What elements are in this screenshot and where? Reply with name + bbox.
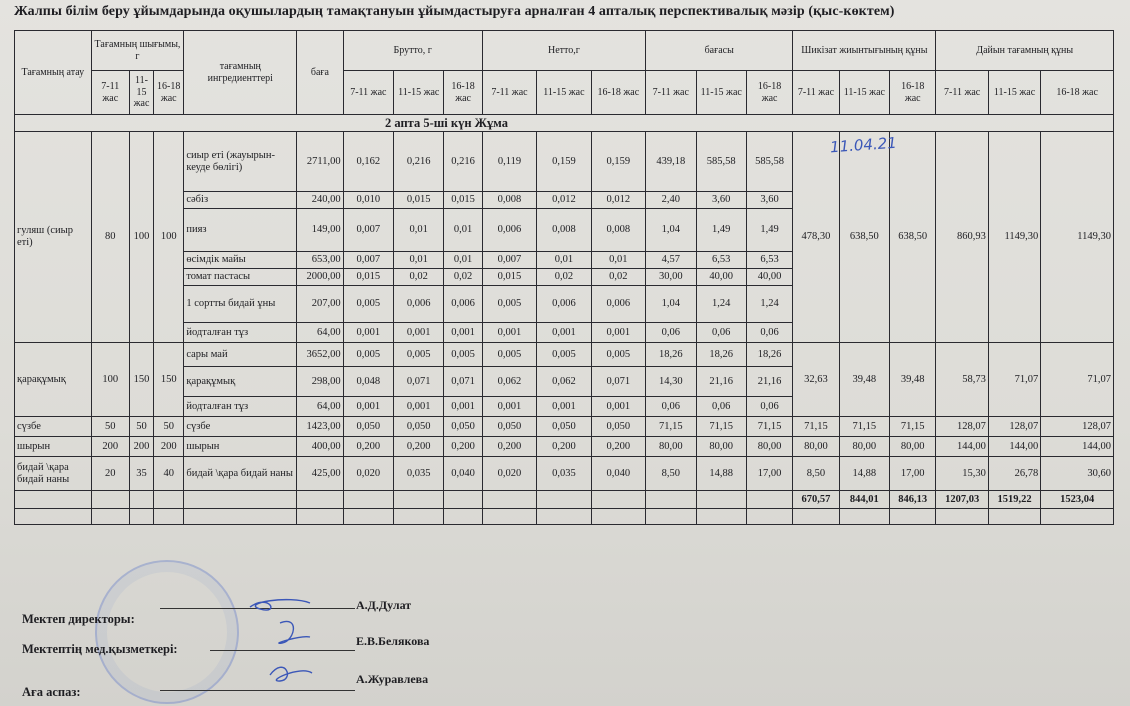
ready-grand-total-cell: 1523,04 [1041, 491, 1114, 509]
raw-total-cell: 478,30 [793, 132, 839, 343]
ready-total-cell: 71,07 [988, 343, 1040, 417]
table-row [15, 417, 1114, 437]
netto-cell: 0,012 [591, 192, 645, 209]
ready-total-cell: 128,07 [1041, 417, 1114, 437]
age-col: 7-11 жас [343, 71, 393, 115]
netto-cell: 0,006 [482, 209, 536, 252]
cost-cell: 71,15 [646, 417, 696, 437]
ready-total-cell: 1149,30 [988, 132, 1040, 343]
empty-cell [482, 509, 536, 525]
ready-total-cell: 71,07 [1041, 343, 1114, 417]
ingredient-cell: бидай \қара бидай наны [184, 457, 297, 491]
cost-cell: 0,06 [646, 397, 696, 417]
ready-total-cell: 144,00 [988, 437, 1040, 457]
brutto-cell: 0,216 [444, 132, 482, 192]
raw-total-cell: 39,48 [839, 343, 889, 417]
header-brutto: Брутто, г [343, 31, 482, 71]
dish-name-cell: бидай \қара бидай наны [15, 457, 92, 491]
age-col: 11-15 жас [129, 71, 153, 115]
netto-cell: 0,008 [537, 209, 591, 252]
cost-cell: 4,57 [646, 252, 696, 269]
raw-total-cell: 80,00 [793, 437, 839, 457]
ingredient-cell: йодталған тұз [184, 323, 297, 343]
cost-cell: 14,30 [646, 367, 696, 397]
cost-cell: 1,49 [696, 209, 746, 252]
price-cell: 64,00 [297, 323, 343, 343]
ingredient-cell: сәбіз [184, 192, 297, 209]
header-dish-name: Тағамның атау [15, 31, 92, 115]
empty-cell [482, 491, 536, 509]
age-col: 7-11 жас [482, 71, 536, 115]
cost-cell: 18,26 [696, 343, 746, 367]
netto-cell: 0,200 [537, 437, 591, 457]
empty-cell [129, 509, 153, 525]
empty-cell [537, 509, 591, 525]
empty-cell [839, 509, 889, 525]
day-row [15, 115, 1114, 132]
brutto-cell: 0,005 [343, 343, 393, 367]
portion-cell: 200 [129, 437, 153, 457]
empty-cell [444, 491, 482, 509]
netto-cell: 0,006 [591, 286, 645, 323]
netto-cell: 0,01 [537, 252, 591, 269]
age-col: 16-18 жас [1041, 71, 1114, 115]
table-body [15, 115, 1114, 525]
netto-cell: 0,02 [537, 269, 591, 286]
brutto-cell: 0,015 [343, 269, 393, 286]
header-portion: Тағамның шығымы, г [91, 31, 184, 71]
brutto-cell: 0,006 [444, 286, 482, 323]
ready-total-cell: 15,30 [936, 457, 988, 491]
cost-cell: 585,58 [746, 132, 792, 192]
empty-cell [591, 509, 645, 525]
netto-cell: 0,012 [537, 192, 591, 209]
brutto-cell: 0,050 [343, 417, 393, 437]
age-col: 7-11 жас [91, 71, 129, 115]
table-row [15, 132, 1114, 192]
raw-total-cell: 8,50 [793, 457, 839, 491]
header-raw-cost: Шикізат жиынтығының құны [793, 31, 936, 71]
brutto-cell: 0,216 [394, 132, 444, 192]
netto-cell: 0,005 [537, 343, 591, 367]
table-row [15, 343, 1114, 367]
raw-total-cell: 80,00 [890, 437, 936, 457]
netto-cell: 0,062 [482, 367, 536, 397]
portion-cell: 100 [129, 132, 153, 343]
empty-cell [444, 509, 482, 525]
brutto-cell: 0,005 [444, 343, 482, 367]
table-row [15, 437, 1114, 457]
brutto-cell: 0,001 [394, 323, 444, 343]
empty-cell [646, 491, 696, 509]
portion-cell: 50 [91, 417, 129, 437]
brutto-cell: 0,050 [444, 417, 482, 437]
empty-cell [1041, 509, 1114, 525]
portion-cell: 100 [154, 132, 184, 343]
netto-cell: 0,050 [591, 417, 645, 437]
age-col: 11-15 жас [537, 71, 591, 115]
netto-cell: 0,001 [591, 323, 645, 343]
portion-cell: 40 [154, 457, 184, 491]
brutto-cell: 0,162 [343, 132, 393, 192]
empty-cell [746, 491, 792, 509]
empty-cell [793, 509, 839, 525]
raw-total-cell: 39,48 [890, 343, 936, 417]
empty-cell [15, 491, 92, 509]
age-col: 7-11 жас [793, 71, 839, 115]
empty-cell [154, 491, 184, 509]
portion-cell: 200 [154, 437, 184, 457]
brutto-cell: 0,007 [343, 252, 393, 269]
header-netto: Нетто,г [482, 31, 645, 71]
brutto-cell: 0,007 [343, 209, 393, 252]
ready-total-cell: 860,93 [936, 132, 988, 343]
empty-cell [15, 509, 92, 525]
price-cell: 2000,00 [297, 269, 343, 286]
empty-cell [591, 491, 645, 509]
brutto-cell: 0,001 [444, 397, 482, 417]
price-cell: 64,00 [297, 397, 343, 417]
netto-cell: 0,159 [591, 132, 645, 192]
cost-cell: 0,06 [746, 323, 792, 343]
raw-total-cell: 638,50 [890, 132, 936, 343]
netto-cell: 0,040 [591, 457, 645, 491]
signature-name-director: А.Д.Дулат [356, 598, 412, 612]
raw-total-cell: 14,88 [839, 457, 889, 491]
netto-cell: 0,071 [591, 367, 645, 397]
brutto-cell: 0,005 [343, 286, 393, 323]
header-ingredients: тағамның ингредиенттері [184, 31, 297, 115]
netto-cell: 0,008 [482, 192, 536, 209]
document-title: Жалпы білім беру ұйымдарында оқушылардың тамақтануын ұйымдастыруға арналған 4 апталық перспективалық мәзір (қыс-көктем) [14, 4, 895, 19]
empty-cell [343, 509, 393, 525]
table-header [15, 31, 1114, 115]
raw-grand-total-cell: 670,57 [793, 491, 839, 509]
empty-cell [394, 509, 444, 525]
cost-cell: 439,18 [646, 132, 696, 192]
raw-total-cell: 638,50 [839, 132, 889, 343]
netto-cell: 0,008 [591, 209, 645, 252]
raw-total-cell: 71,15 [890, 417, 936, 437]
netto-cell: 0,005 [482, 343, 536, 367]
cost-cell: 71,15 [746, 417, 792, 437]
cost-cell: 14,88 [696, 457, 746, 491]
cost-cell: 80,00 [646, 437, 696, 457]
ready-grand-total-cell: 1519,22 [988, 491, 1040, 509]
brutto-cell: 0,02 [444, 269, 482, 286]
totals-row [15, 491, 1114, 509]
brutto-cell: 0,001 [343, 323, 393, 343]
netto-cell: 0,01 [591, 252, 645, 269]
empty-cell [343, 491, 393, 509]
empty-cell [184, 509, 297, 525]
ready-total-cell: 26,78 [988, 457, 1040, 491]
cost-cell: 80,00 [696, 437, 746, 457]
signature-role-director: Мектеп директоры: [22, 612, 135, 626]
brutto-cell: 0,001 [394, 397, 444, 417]
netto-cell: 0,006 [537, 286, 591, 323]
brutto-cell: 0,001 [444, 323, 482, 343]
price-cell: 1423,00 [297, 417, 343, 437]
cost-cell: 21,16 [746, 367, 792, 397]
price-cell: 298,00 [297, 367, 343, 397]
empty-cell [91, 491, 129, 509]
portion-cell: 20 [91, 457, 129, 491]
netto-cell: 0,001 [482, 323, 536, 343]
netto-cell: 0,005 [482, 286, 536, 323]
ingredient-cell: қарақұмық [184, 367, 297, 397]
raw-total-cell: 80,00 [839, 437, 889, 457]
empty-cell [297, 509, 343, 525]
raw-grand-total-cell: 846,13 [890, 491, 936, 509]
ingredient-cell: 1 сортты бидай ұны [184, 286, 297, 323]
dish-name-cell: қарақұмық [15, 343, 92, 417]
brutto-cell: 0,200 [394, 437, 444, 457]
cost-cell: 18,26 [646, 343, 696, 367]
portion-cell: 80 [91, 132, 129, 343]
cost-cell: 18,26 [746, 343, 792, 367]
netto-cell: 0,001 [537, 397, 591, 417]
empty-cell [936, 509, 988, 525]
handwritten-date: 11.04.21 [829, 133, 898, 157]
brutto-cell: 0,020 [343, 457, 393, 491]
brutto-cell: 0,005 [394, 343, 444, 367]
raw-total-cell: 71,15 [793, 417, 839, 437]
netto-cell: 0,200 [482, 437, 536, 457]
cost-cell: 17,00 [746, 457, 792, 491]
raw-total-cell: 17,00 [890, 457, 936, 491]
cost-cell: 71,15 [696, 417, 746, 437]
brutto-cell: 0,048 [343, 367, 393, 397]
cost-cell: 0,06 [646, 323, 696, 343]
cost-cell: 1,49 [746, 209, 792, 252]
netto-cell: 0,035 [537, 457, 591, 491]
cost-cell: 1,24 [746, 286, 792, 323]
netto-cell: 0,001 [537, 323, 591, 343]
ready-total-cell: 128,07 [936, 417, 988, 437]
raw-grand-total-cell: 844,01 [839, 491, 889, 509]
age-col: 11-15 жас [988, 71, 1040, 115]
cost-cell: 30,00 [646, 269, 696, 286]
cost-cell: 40,00 [696, 269, 746, 286]
brutto-cell: 0,01 [394, 252, 444, 269]
raw-total-cell: 32,63 [793, 343, 839, 417]
cost-cell: 0,06 [696, 397, 746, 417]
ingredient-cell: сары май [184, 343, 297, 367]
cost-cell: 80,00 [746, 437, 792, 457]
age-col: 11-15 жас [839, 71, 889, 115]
menu-table [14, 30, 1114, 525]
header-ready-cost: Дайын тағамның құны [936, 31, 1114, 71]
signature-role-chef: Аға аспаз: [22, 685, 81, 699]
age-col: 16-18 жас [746, 71, 792, 115]
empty-cell [394, 491, 444, 509]
brutto-cell: 0,01 [394, 209, 444, 252]
ingredient-cell: шырын [184, 437, 297, 457]
netto-cell: 0,02 [591, 269, 645, 286]
brutto-cell: 0,015 [394, 192, 444, 209]
age-col: 7-11 жас [936, 71, 988, 115]
brutto-cell: 0,071 [444, 367, 482, 397]
raw-total-cell: 71,15 [839, 417, 889, 437]
cost-cell: 3,60 [746, 192, 792, 209]
netto-cell: 0,200 [591, 437, 645, 457]
empty-cell [988, 509, 1040, 525]
cost-cell: 21,16 [696, 367, 746, 397]
age-col: 7-11 жас [646, 71, 696, 115]
ready-grand-total-cell: 1207,03 [936, 491, 988, 509]
ready-total-cell: 144,00 [936, 437, 988, 457]
empty-cell [537, 491, 591, 509]
header-cost: бағасы [646, 31, 793, 71]
signature-name-chef: А.Журавлева [356, 672, 429, 686]
signature-name-medic: Е.В.Белякова [356, 634, 430, 648]
handwritten-signatures [240, 585, 320, 695]
brutto-cell: 0,035 [394, 457, 444, 491]
brutto-cell: 0,006 [394, 286, 444, 323]
ready-total-cell: 128,07 [988, 417, 1040, 437]
empty-cell [890, 509, 936, 525]
cost-cell: 1,04 [646, 286, 696, 323]
netto-cell: 0,050 [482, 417, 536, 437]
netto-cell: 0,005 [591, 343, 645, 367]
signature-role-medic: Мектептің мед.қызметкері: [22, 642, 178, 656]
ingredient-cell: йодталған тұз [184, 397, 297, 417]
price-cell: 149,00 [297, 209, 343, 252]
portion-cell: 200 [91, 437, 129, 457]
table-row [15, 457, 1114, 491]
ready-total-cell: 30,60 [1041, 457, 1114, 491]
netto-cell: 0,001 [591, 397, 645, 417]
dish-name-cell: сүзбе [15, 417, 92, 437]
price-cell: 3652,00 [297, 343, 343, 367]
ingredient-cell: өсімдік майы [184, 252, 297, 269]
dish-name-cell: гуляш (сиыр еті) [15, 132, 92, 343]
age-col: 16-18 жас [154, 71, 184, 115]
cost-cell: 3,60 [696, 192, 746, 209]
cost-cell: 1,04 [646, 209, 696, 252]
brutto-cell: 0,001 [343, 397, 393, 417]
price-cell: 425,00 [297, 457, 343, 491]
portion-cell: 35 [129, 457, 153, 491]
empty-cell [746, 509, 792, 525]
netto-cell: 0,119 [482, 132, 536, 192]
age-col: 11-15 жас [394, 71, 444, 115]
price-cell: 207,00 [297, 286, 343, 323]
ingredient-cell: сиыр еті (жауырын-кеуде бөлігі) [184, 132, 297, 192]
brutto-cell: 0,01 [444, 209, 482, 252]
empty-cell [696, 509, 746, 525]
brutto-cell: 0,050 [394, 417, 444, 437]
netto-cell: 0,062 [537, 367, 591, 397]
brutto-cell: 0,040 [444, 457, 482, 491]
brutto-cell: 0,071 [394, 367, 444, 397]
empty-cell [646, 509, 696, 525]
netto-cell: 0,020 [482, 457, 536, 491]
empty-cell [184, 491, 297, 509]
netto-cell: 0,159 [537, 132, 591, 192]
cost-cell: 6,53 [746, 252, 792, 269]
portion-cell: 50 [154, 417, 184, 437]
cost-cell: 2,40 [646, 192, 696, 209]
empty-cell [129, 491, 153, 509]
empty-row [15, 509, 1114, 525]
day-label: 2 апта 5-ші күн Жұма [15, 115, 1114, 132]
brutto-cell: 0,02 [394, 269, 444, 286]
netto-cell: 0,007 [482, 252, 536, 269]
age-col: 11-15 жас [696, 71, 746, 115]
ready-total-cell: 144,00 [1041, 437, 1114, 457]
portion-cell: 100 [91, 343, 129, 417]
cost-cell: 0,06 [746, 397, 792, 417]
netto-cell: 0,001 [482, 397, 536, 417]
cost-cell: 8,50 [646, 457, 696, 491]
empty-cell [297, 491, 343, 509]
portion-cell: 50 [129, 417, 153, 437]
cost-cell: 0,06 [696, 323, 746, 343]
brutto-cell: 0,200 [343, 437, 393, 457]
netto-cell: 0,050 [537, 417, 591, 437]
price-cell: 653,00 [297, 252, 343, 269]
school-stamp [95, 560, 239, 704]
netto-cell: 0,015 [482, 269, 536, 286]
cost-cell: 1,24 [696, 286, 746, 323]
empty-cell [154, 509, 184, 525]
dish-name-cell: шырын [15, 437, 92, 457]
ready-total-cell: 58,73 [936, 343, 988, 417]
age-col: 16-18 жас [890, 71, 936, 115]
header-price: баға [297, 31, 343, 115]
ingredient-cell: томат пастасы [184, 269, 297, 286]
portion-cell: 150 [154, 343, 184, 417]
cost-cell: 6,53 [696, 252, 746, 269]
price-cell: 400,00 [297, 437, 343, 457]
portion-cell: 150 [129, 343, 153, 417]
empty-cell [696, 491, 746, 509]
price-cell: 2711,00 [297, 132, 343, 192]
brutto-cell: 0,01 [444, 252, 482, 269]
age-col: 16-18 жас [591, 71, 645, 115]
brutto-cell: 0,015 [444, 192, 482, 209]
ingredient-cell: пияз [184, 209, 297, 252]
age-col: 16-18 жас [444, 71, 482, 115]
empty-cell [91, 509, 129, 525]
brutto-cell: 0,200 [444, 437, 482, 457]
cost-cell: 585,58 [696, 132, 746, 192]
ready-total-cell: 1149,30 [1041, 132, 1114, 343]
ingredient-cell: сүзбе [184, 417, 297, 437]
price-cell: 240,00 [297, 192, 343, 209]
cost-cell: 40,00 [746, 269, 792, 286]
brutto-cell: 0,010 [343, 192, 393, 209]
